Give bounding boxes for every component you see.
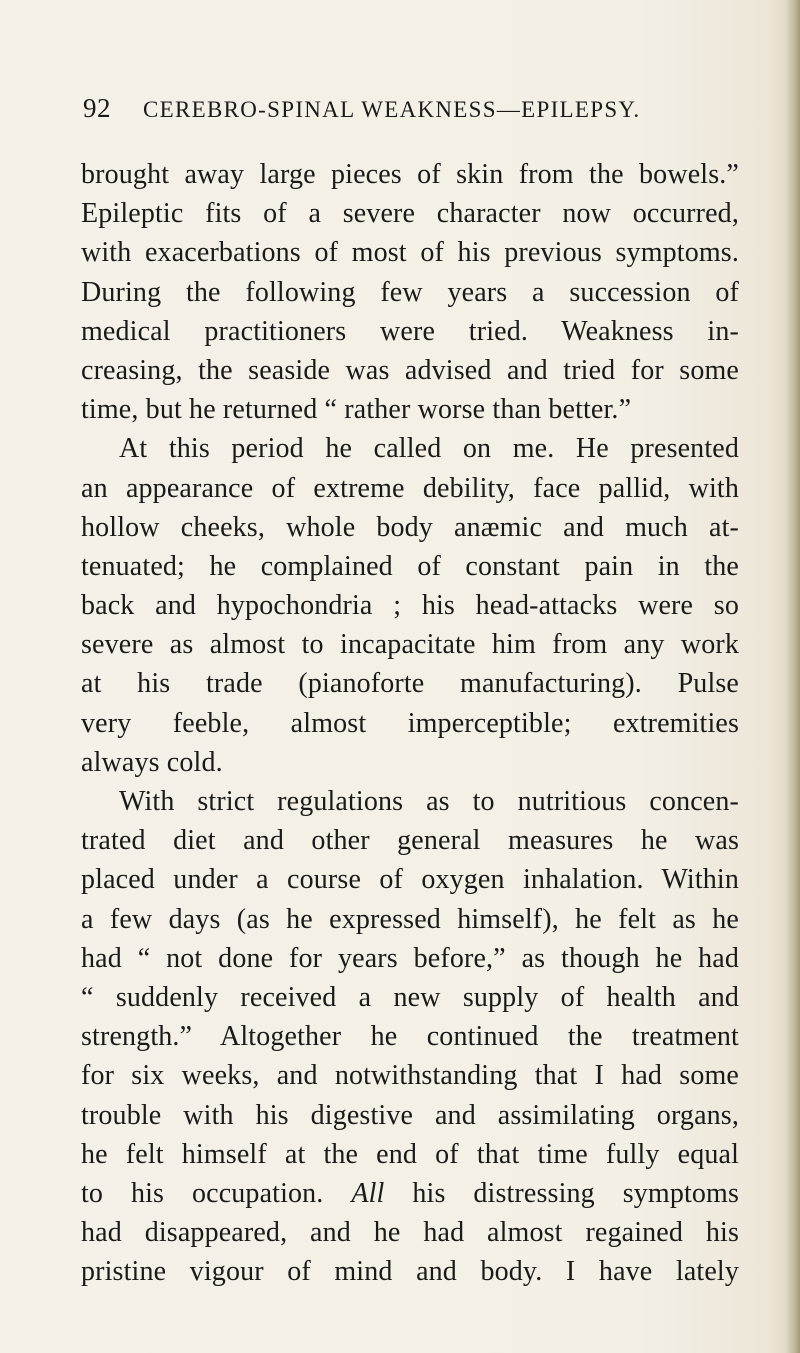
text-line: During the following few years a succession of [81,276,739,308]
text-line: had “ not done for years before,” as though he had [81,942,739,974]
text-line: pristine vigour of mind and body. I have lately [81,1256,739,1288]
text-line: hollow cheeks, whole body anæmic and much at- [81,511,739,543]
text-line: With strict regulations as to nutritious concen- [119,786,739,817]
text-line: placed under a course of oxygen inhalation. Within [81,864,739,896]
body-text [81,155,739,1291]
text-line: strength.” Altogether he continued the treatment [81,1021,739,1053]
text-line: medical practitioners were tried. Weakness in- [81,315,739,347]
text-line: back and hypochondria ; his head-attacks were so [81,590,739,622]
text-line: “ suddenly received a new supply of health and [81,981,739,1013]
text-line: at his trade (pianoforte manufacturing). Pulse [81,668,739,700]
running-head: CEREBRO-SPINAL WEAKNESS—EPILEPSY. [143,97,641,122]
text-line: brought away large pieces of skin from the bowels.” [81,159,739,190]
text-line: severe as almost to incapacitate him from any work [81,629,739,661]
text-line: he felt himself at the end of that time fully equal [81,1138,739,1170]
text-segment: his distressing symptoms [412,1177,740,1209]
text-line-mixed [81,1174,739,1213]
text-line: very feeble, almost imperceptible; extremities [81,707,739,739]
text-line: trated diet and other general measures he was [81,825,739,857]
page-number: 92 [83,93,111,123]
text-line: always cold. [81,746,223,778]
text-line: a few days (as he expressed himself), he felt as he [81,903,739,935]
text-line: for six weeks, and notwithstanding that I had some [81,1060,739,1092]
text-line: time, but he returned “ rather worse than better.” [81,394,632,426]
italic-word: All [351,1177,385,1209]
text-line: trouble with his digestive and assimilating organs, [81,1099,739,1131]
page-edge-shadow [786,0,800,1353]
text-line: an appearance of extreme debility, face pallid, with [81,472,739,504]
text-line: had disappeared, and he had almost regained his [81,1217,739,1249]
page-header [83,88,723,128]
text-segment: to his occupation. [81,1177,324,1209]
text-line: tenuated; he complained of constant pain in the [81,550,739,582]
text-line: Epileptic fits of a severe character now occurred, [81,198,739,230]
text-line: At this period he called on me. He presented [119,433,739,465]
text-line: with exacerbations of most of his previous symptoms. [81,237,739,269]
text-line: creasing, the seaside was advised and tried for some [81,354,739,386]
